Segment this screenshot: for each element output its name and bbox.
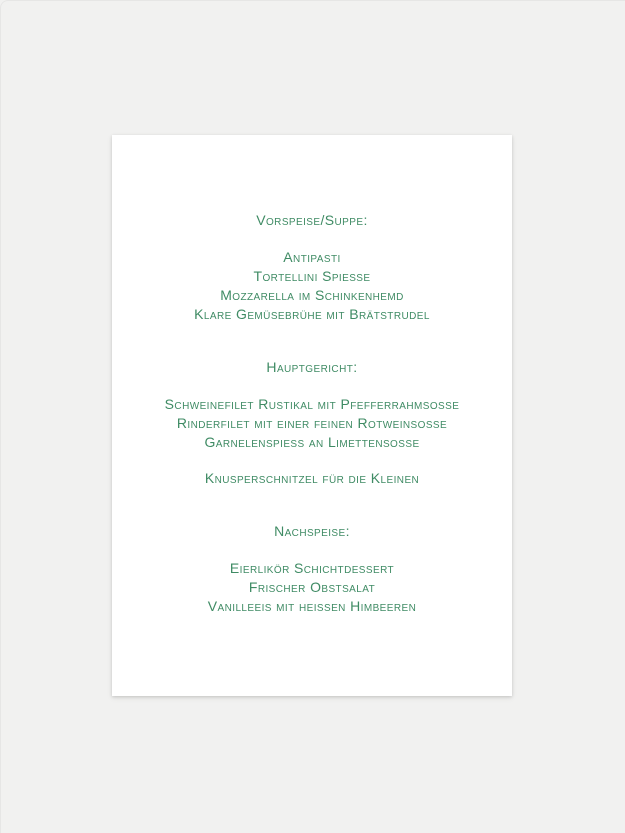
section-heading-vorspeise: Vorspeise/Suppe: [256,212,368,228]
menu-item: Mozzarella im Schinkenhemd [220,287,404,303]
item-group [112,395,512,452]
menu-item: Garnelenspiess an Limettensosse [204,434,420,450]
item-group [112,248,512,324]
item-group-kids [112,469,512,488]
menu-item: Knusperschnitzel für die Kleinen [204,470,420,486]
item-group [112,559,512,616]
menu-item: Klare Gemüsebrühe mit Brätstrudel [194,306,430,322]
menu-item: Antipasti [283,249,341,265]
menu-item: Rinderfilet mit einer feinen Rotweinsosse [176,415,448,431]
section-heading-hauptgericht: Hauptgericht: [266,359,358,375]
section-nachspeise [112,522,512,616]
menu-item: Schweinefilet Rustikal mit Pfefferrahmsosse [164,396,460,412]
menu-item: Frischer Obstsalat [248,579,376,595]
menu-item: Vanilleeis mit heissen Himbeeren [207,598,417,614]
section-hauptgericht [112,358,512,488]
menu-content [112,135,512,616]
section-vorspeise [112,211,512,324]
menu-item: Tortellini Spiesse [253,268,371,284]
menu-card [112,135,512,696]
menu-item: Eierlikör Schichtdessert [229,560,395,576]
section-heading-nachspeise: Nachspeise: [274,523,350,539]
